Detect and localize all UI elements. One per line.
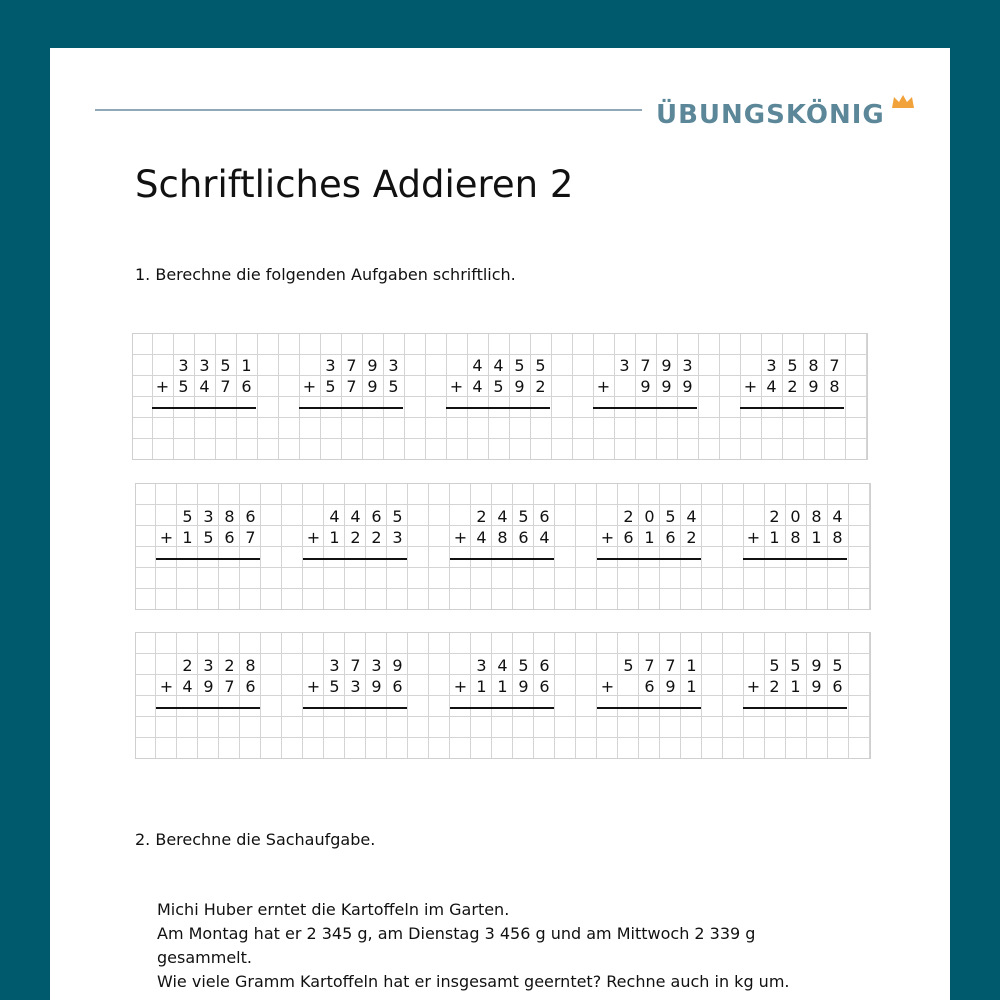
digit: 0 <box>644 507 655 526</box>
digit: 7 <box>640 356 651 375</box>
plus-sign: + <box>746 677 761 696</box>
digit: 9 <box>392 656 403 675</box>
digit: 9 <box>811 677 822 696</box>
plus-sign: + <box>159 528 174 547</box>
digit: 2 <box>535 377 546 396</box>
addend-top <box>177 506 261 527</box>
addend-bottom <box>618 676 702 697</box>
digit: 0 <box>790 507 801 526</box>
digit: 8 <box>829 377 840 396</box>
digit: 8 <box>224 507 235 526</box>
digit: 2 <box>350 528 361 547</box>
digit: 6 <box>224 528 235 547</box>
addition-problem <box>299 355 404 435</box>
digit: 1 <box>811 528 822 547</box>
addition-problem <box>303 506 408 586</box>
digit: 7 <box>224 677 235 696</box>
addend-top <box>177 655 261 676</box>
digit: 9 <box>661 356 672 375</box>
addition-problem <box>597 506 702 586</box>
digit: 4 <box>493 356 504 375</box>
digit: 5 <box>178 377 189 396</box>
digit: 9 <box>367 377 378 396</box>
plus-sign: + <box>159 677 174 696</box>
digit: 7 <box>829 356 840 375</box>
digit: 2 <box>787 377 798 396</box>
digit: 1 <box>686 656 697 675</box>
digit: 2 <box>686 528 697 547</box>
addend-top <box>614 355 698 376</box>
sum-line <box>450 707 554 709</box>
addition-problem <box>743 655 848 735</box>
digit: 6 <box>644 677 655 696</box>
worksheet-page <box>50 48 950 1000</box>
digit: 6 <box>371 507 382 526</box>
digit: 1 <box>476 677 487 696</box>
digit: 5 <box>790 656 801 675</box>
addend-bottom <box>324 676 408 697</box>
digit: 8 <box>811 507 822 526</box>
digit: 8 <box>245 656 256 675</box>
digit: 4 <box>199 377 210 396</box>
digit: 7 <box>665 656 676 675</box>
sum-line <box>740 407 844 409</box>
sum-line <box>299 407 403 409</box>
sum-line <box>597 707 701 709</box>
digit: 5 <box>493 377 504 396</box>
digit: 1 <box>182 528 193 547</box>
digit: 4 <box>182 677 193 696</box>
addend-top <box>324 506 408 527</box>
digit: 3 <box>199 356 210 375</box>
plus-sign: + <box>600 677 615 696</box>
addition-problem <box>152 355 257 435</box>
addend-top <box>173 355 257 376</box>
addend-top <box>467 355 551 376</box>
digit: 2 <box>182 656 193 675</box>
digit: 4 <box>539 528 550 547</box>
digit: 1 <box>497 677 508 696</box>
digit: 5 <box>518 507 529 526</box>
story-line: gesammelt. <box>157 948 252 967</box>
addend-bottom <box>618 527 702 548</box>
digit: 6 <box>832 677 843 696</box>
addition-problem <box>743 506 848 586</box>
sum-line <box>743 558 847 560</box>
digit: 2 <box>476 507 487 526</box>
digit: 1 <box>644 528 655 547</box>
digit: 7 <box>346 356 357 375</box>
addend-bottom <box>467 376 551 397</box>
digit: 3 <box>766 356 777 375</box>
digit: 5 <box>329 677 340 696</box>
addition-problem <box>450 655 555 735</box>
plus-sign: + <box>596 377 611 396</box>
digit: 4 <box>476 528 487 547</box>
addition-problem <box>597 655 702 735</box>
addend-bottom <box>177 676 261 697</box>
digit: 3 <box>329 656 340 675</box>
sum-line <box>446 407 550 409</box>
digit: 4 <box>329 507 340 526</box>
digit <box>618 676 639 697</box>
digit: 5 <box>203 528 214 547</box>
digit: 2 <box>623 507 634 526</box>
digit: 5 <box>220 356 231 375</box>
digit: 1 <box>329 528 340 547</box>
addend-bottom <box>471 676 555 697</box>
addend-top <box>764 655 848 676</box>
digit: 4 <box>832 507 843 526</box>
sum-line <box>593 407 697 409</box>
digit: 4 <box>497 656 508 675</box>
crown-icon <box>891 95 915 109</box>
digit: 1 <box>241 356 252 375</box>
digit: 9 <box>203 677 214 696</box>
digit: 5 <box>388 377 399 396</box>
addend-bottom <box>173 376 257 397</box>
sum-line <box>303 558 407 560</box>
digit: 9 <box>640 377 651 396</box>
header-rule <box>95 109 642 111</box>
sum-line <box>450 558 554 560</box>
digit: 5 <box>787 356 798 375</box>
plus-sign: + <box>449 377 464 396</box>
plus-sign: + <box>155 377 170 396</box>
digit: 9 <box>367 356 378 375</box>
digit: 2 <box>371 528 382 547</box>
digit: 7 <box>350 656 361 675</box>
digit: 9 <box>682 377 693 396</box>
digit: 2 <box>224 656 235 675</box>
digit: 6 <box>539 656 550 675</box>
digit: 8 <box>497 528 508 547</box>
digit: 5 <box>665 507 676 526</box>
digit: 5 <box>623 656 634 675</box>
digit: 3 <box>203 656 214 675</box>
digit: 4 <box>350 507 361 526</box>
digit: 5 <box>182 507 193 526</box>
digit: 1 <box>769 528 780 547</box>
sum-line <box>743 707 847 709</box>
digit: 7 <box>346 377 357 396</box>
digit: 5 <box>392 507 403 526</box>
addend-bottom <box>471 527 555 548</box>
digit <box>614 376 635 397</box>
digit: 6 <box>623 528 634 547</box>
plus-sign: + <box>600 528 615 547</box>
digit: 4 <box>472 377 483 396</box>
digit: 9 <box>371 677 382 696</box>
addition-problem <box>303 655 408 735</box>
plus-sign: + <box>746 528 761 547</box>
plus-sign: + <box>453 677 468 696</box>
digit: 8 <box>808 356 819 375</box>
digit: 9 <box>808 377 819 396</box>
digit: 3 <box>371 656 382 675</box>
digit: 3 <box>350 677 361 696</box>
digit: 8 <box>832 528 843 547</box>
digit: 7 <box>220 377 231 396</box>
addition-problem <box>156 655 261 735</box>
digit: 3 <box>392 528 403 547</box>
word-problem <box>157 898 817 994</box>
addend-bottom <box>614 376 698 397</box>
digit: 9 <box>665 677 676 696</box>
digit: 6 <box>245 677 256 696</box>
plus-sign: + <box>306 528 321 547</box>
digit: 3 <box>682 356 693 375</box>
digit: 2 <box>769 677 780 696</box>
addend-top <box>618 506 702 527</box>
digit: 9 <box>661 377 672 396</box>
addend-bottom <box>320 376 404 397</box>
digit: 4 <box>472 356 483 375</box>
digit: 6 <box>245 507 256 526</box>
addition-problem <box>593 355 698 435</box>
digit: 3 <box>325 356 336 375</box>
story-line: Michi Huber erntet die Kartoffeln im Garten. <box>157 900 510 919</box>
digit: 1 <box>686 677 697 696</box>
digit: 6 <box>539 507 550 526</box>
digit: 5 <box>518 656 529 675</box>
digit: 3 <box>178 356 189 375</box>
addend-bottom <box>177 527 261 548</box>
digit: 6 <box>241 377 252 396</box>
digit: 5 <box>535 356 546 375</box>
addition-problem <box>446 355 551 435</box>
digit: 3 <box>476 656 487 675</box>
addend-top <box>320 355 404 376</box>
task-2-instruction: 2. Berechne die Sachaufgabe. <box>135 830 376 849</box>
addend-top <box>471 655 555 676</box>
addend-top <box>471 506 555 527</box>
addend-bottom <box>764 527 848 548</box>
digit: 5 <box>514 356 525 375</box>
digit: 5 <box>832 656 843 675</box>
addend-top <box>764 506 848 527</box>
story-line: Am Montag hat er 2 345 g, am Dienstag 3 456 g und am Mittwoch 2 339 g <box>157 924 756 943</box>
digit: 7 <box>245 528 256 547</box>
addend-bottom <box>324 527 408 548</box>
plus-sign: + <box>306 677 321 696</box>
digit: 4 <box>766 377 777 396</box>
sum-line <box>156 558 260 560</box>
plus-sign: + <box>302 377 317 396</box>
addition-problem <box>740 355 845 435</box>
brand-logo: ÜBUNGSKÖNIG <box>656 100 885 130</box>
digit: 8 <box>790 528 801 547</box>
digit: 3 <box>203 507 214 526</box>
digit: 7 <box>644 656 655 675</box>
addend-top <box>618 655 702 676</box>
addition-problem <box>450 506 555 586</box>
sum-line <box>303 707 407 709</box>
addend-top <box>761 355 845 376</box>
digit: 9 <box>514 377 525 396</box>
addend-top <box>324 655 408 676</box>
digit: 9 <box>811 656 822 675</box>
plus-sign: + <box>453 528 468 547</box>
digit: 6 <box>665 528 676 547</box>
addend-bottom <box>761 376 845 397</box>
sum-line <box>152 407 256 409</box>
digit: 4 <box>497 507 508 526</box>
page-title: Schriftliches Addieren 2 <box>135 163 574 206</box>
digit: 3 <box>619 356 630 375</box>
digit: 6 <box>518 528 529 547</box>
sum-line <box>156 707 260 709</box>
sum-line <box>597 558 701 560</box>
digit: 5 <box>769 656 780 675</box>
digit: 6 <box>392 677 403 696</box>
digit: 9 <box>518 677 529 696</box>
story-line: Wie viele Gramm Kartoffeln hat er insgesamt geerntet? Rechne auch in kg um. <box>157 972 790 991</box>
addend-bottom <box>764 676 848 697</box>
digit: 6 <box>539 677 550 696</box>
plus-sign: + <box>743 377 758 396</box>
task-1-instruction: 1. Berechne die folgenden Aufgaben schriftlich. <box>135 265 516 284</box>
addition-problem <box>156 506 261 586</box>
digit: 2 <box>769 507 780 526</box>
digit: 1 <box>790 677 801 696</box>
digit: 5 <box>325 377 336 396</box>
digit: 3 <box>388 356 399 375</box>
digit: 4 <box>686 507 697 526</box>
